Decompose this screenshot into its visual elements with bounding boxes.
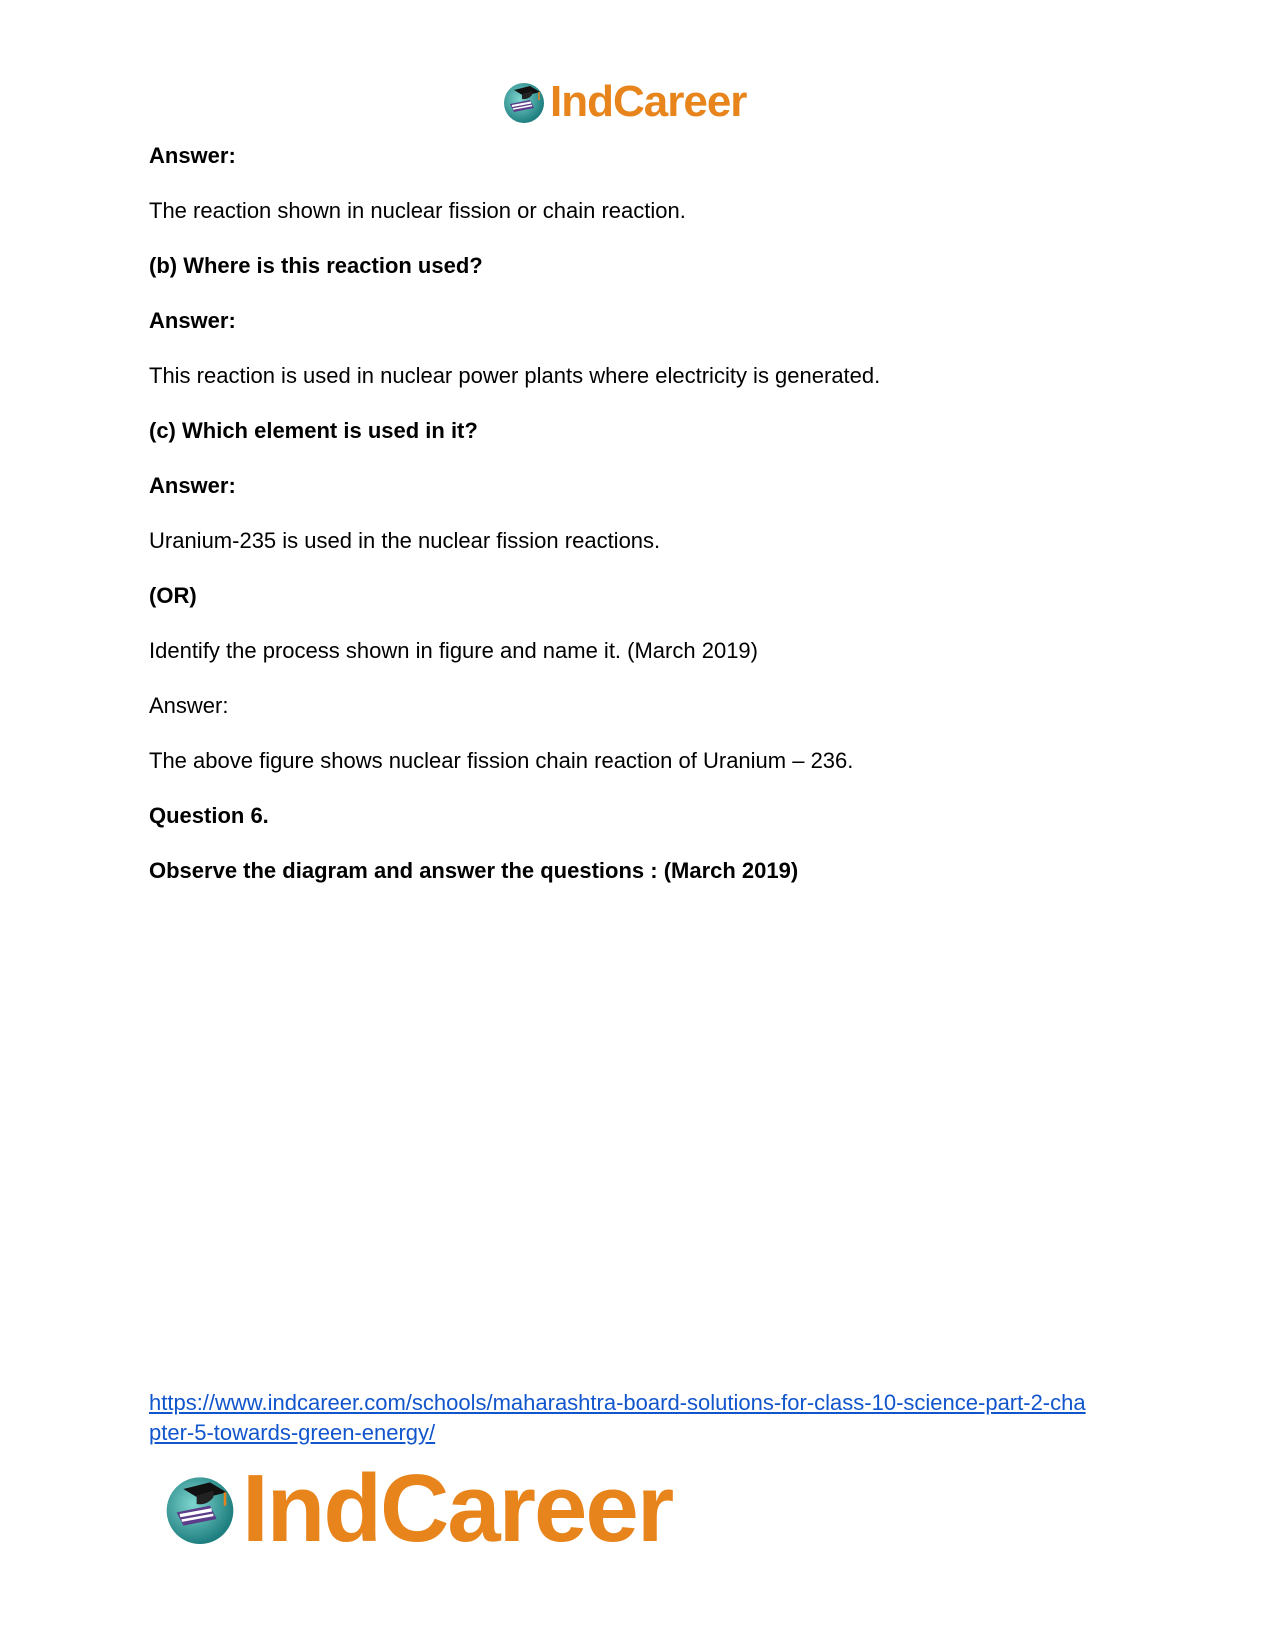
source-url-line-2[interactable]: pter-5-towards-green-energy/: [149, 1420, 436, 1445]
footer-logo-text: IndCareer: [242, 1455, 673, 1562]
footer-logo: [160, 1455, 700, 1562]
question-b: (b) Where is this reaction used?: [149, 253, 483, 278]
question-text: Observe the diagram and answer the questions : (March 2019): [149, 858, 799, 883]
answer-text: The reaction shown in nuclear fission or chain reaction.: [149, 198, 686, 223]
document-body: [149, 142, 1139, 912]
header-logo: [500, 76, 770, 128]
header-logo-text: IndCareer: [550, 77, 747, 126]
question-c: (c) Which element is used in it?: [149, 418, 478, 443]
answer-text: This reaction is used in nuclear power plants where electricity is generated.: [149, 363, 881, 388]
source-url-line-1[interactable]: https://www.indcareer.com/schools/maharashtra-board-solutions-for-class-10-science-part-2-cha: [149, 1390, 1086, 1415]
answer-text: Uranium-235 is used in the nuclear fission reactions.: [149, 528, 661, 553]
graduation-globe-icon: [500, 78, 548, 126]
question-heading: Question 6.: [149, 803, 269, 828]
source-url-link[interactable]: [149, 1388, 1139, 1448]
answer-label: Answer:: [149, 693, 229, 718]
question-text: Identify the process shown in figure and name it. (March 2019): [149, 638, 758, 663]
answer-label: Answer:: [149, 473, 236, 498]
answer-label: Answer:: [149, 308, 236, 333]
answer-label: Answer:: [149, 143, 236, 168]
answer-text: The above figure shows nuclear fission chain reaction of Uranium – 236.: [149, 748, 854, 773]
or-separator: (OR): [149, 583, 197, 608]
graduation-globe-icon: [160, 1469, 240, 1549]
